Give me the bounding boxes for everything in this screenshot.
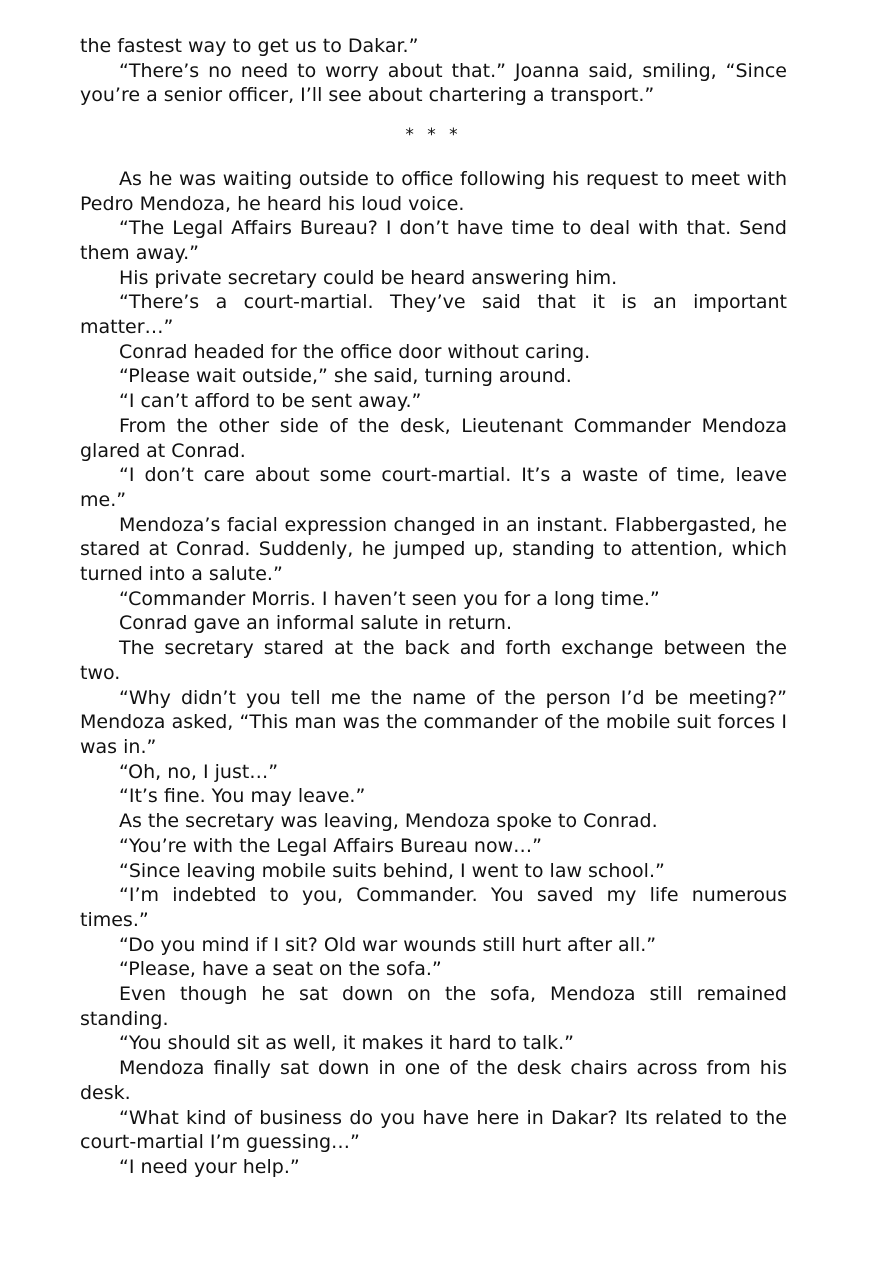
paragraph: His private secretary could be heard answering him. (119, 266, 618, 289)
paragraph: Even though he sat down on the sofa, Mendoza still remained standing. (80, 983, 787, 1030)
paragraph: “I’m indebted to you, Commander. You saved my life numerous times.” (80, 884, 787, 931)
paragraph: “You should sit as well, it makes it hard to talk.” (119, 1032, 575, 1055)
paragraph: “Oh, no, I just…” (119, 760, 279, 783)
paragraph: “The Legal Affairs Bureau? I don’t have time to deal with that. Send them away.” (80, 217, 787, 264)
paragraph: “What kind of business do you have here in Dakar? Its related to the court-martial I’m guessing…” (80, 1106, 787, 1154)
paragraph: Conrad gave an informal salute in return. (119, 612, 513, 635)
paragraph: “Commander Morris. I haven’t seen you for a long time.” (119, 587, 660, 610)
paragraph: “I can’t afford to be sent away.” (119, 390, 422, 413)
paragraph: “Please, have a seat on the sofa.” (119, 958, 442, 981)
paragraph: “You’re with the Legal Affairs Bureau now…” (119, 834, 542, 857)
paragraph: From the other side of the desk, Lieutenant Commander Mendoza glared at Conrad. (80, 414, 787, 462)
paragraph: “Please wait outside,” she said, turning around. (119, 365, 572, 388)
scene-separator: * * * (405, 125, 462, 146)
paragraph: “I need your help.” (119, 1155, 300, 1178)
paragraph: “Since leaving mobile suits behind, I went to law school.” (119, 859, 665, 882)
paragraph: Conrad headed for the office door without caring. (119, 340, 591, 363)
paragraph: As he was waiting outside to office following his request to meet with Pedro Mendoza, he heard his loud voice. (80, 167, 787, 215)
document-page (80, 34, 787, 1180)
paragraph: “Do you mind if I sit? Old war wounds still hurt after all.” (119, 933, 657, 956)
paragraph: “I don’t care about some court-martial. It’s a waste of time, leave me.” (80, 464, 787, 511)
paragraph: “There’s no need to worry about that.” Joanna said, smiling, “Since you’re a senior officer, I’ll see about chartering a transport.” (80, 59, 787, 107)
paragraph: The secretary stared at the back and forth exchange between the two. (80, 637, 787, 684)
paragraph: “There’s a court-martial. They’ve said that it is an important matter…” (80, 291, 787, 339)
paragraph: “Why didn’t you tell me the name of the person I’d be meeting?” Mendoza asked, “This man was the commander of the mobile suit forces I was in.” (80, 686, 787, 758)
paragraph: Mendoza’s facial expression changed in an instant. Flabbergasted, he stared at Conrad. Suddenly, he jumped up, standing to attention, which turned into a salute.” (80, 513, 787, 586)
paragraph: As the secretary was leaving, Mendoza spoke to Conrad. (119, 810, 658, 833)
paragraph: the fastest way to get us to Dakar.” (80, 35, 419, 57)
paragraph: “It’s fine. You may leave.” (119, 785, 366, 808)
paragraph: Mendoza finally sat down in one of the desk chairs across from his desk. (80, 1057, 787, 1104)
